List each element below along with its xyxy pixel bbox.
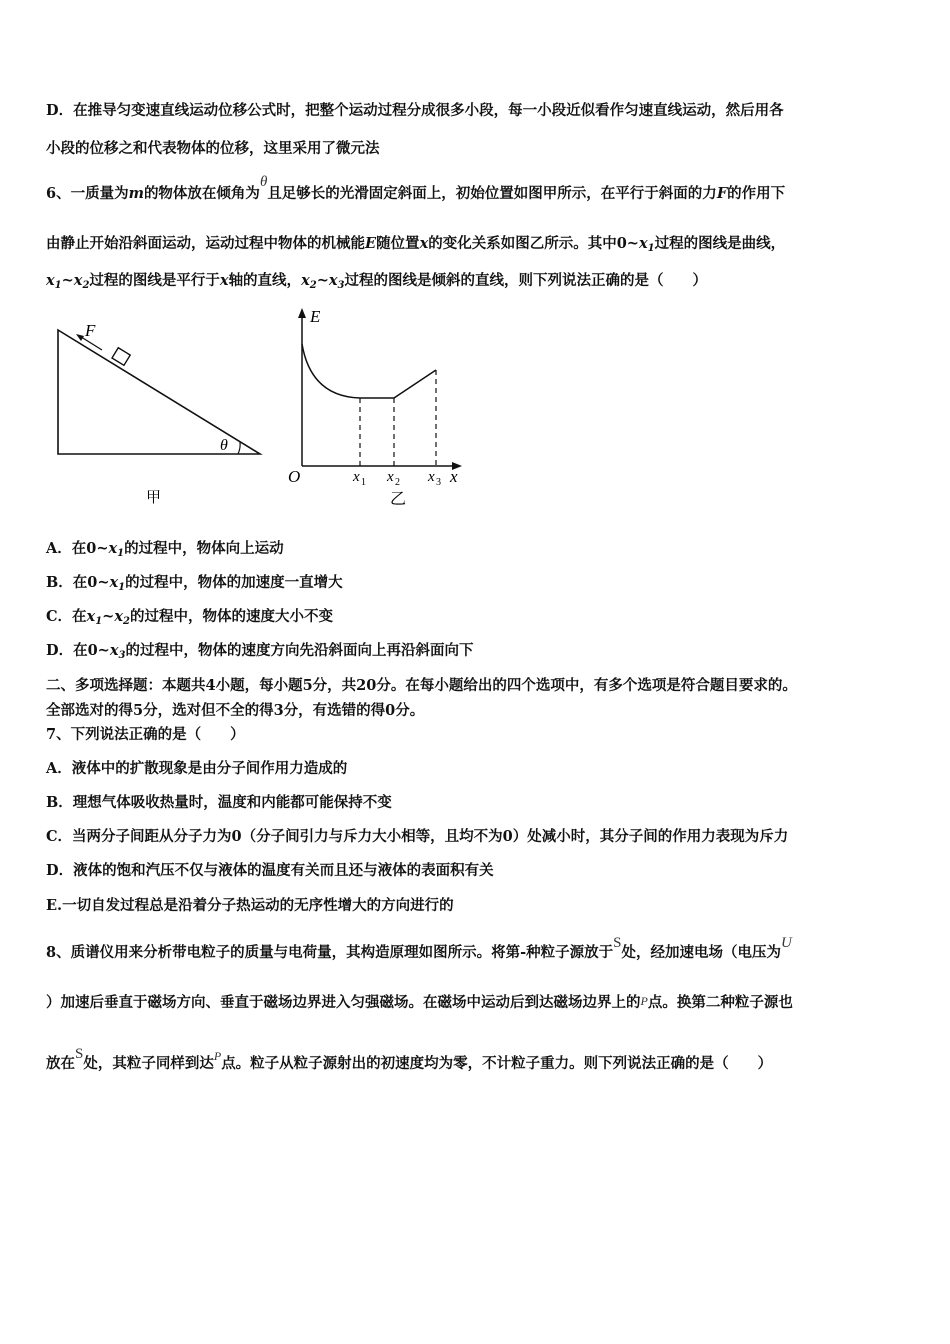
energy-curve — [302, 344, 436, 398]
q6-stem-line3 — [46, 271, 910, 296]
tilde: ~ — [102, 608, 115, 625]
subscript: 1 — [118, 582, 126, 593]
q5-option-d-line2: 小段的位移之和代表物体的位移，这里采用了微元法 — [46, 140, 380, 157]
q6-stem-line1 — [46, 174, 910, 204]
force-label: F — [85, 321, 96, 340]
q8-text: 处，其粒子同样到达 — [83, 1055, 214, 1072]
x1-subscript: 1 — [647, 243, 655, 254]
x1-subscript: 1 — [54, 280, 62, 291]
figure-incline — [50, 318, 280, 513]
x2-tick-sub: 2 — [395, 477, 400, 488]
q8-stem-line2 — [46, 993, 910, 1013]
q8-text: ）加速后垂直于磁场方向、垂直于磁场边界进入匀强磁场。在磁场中运动后到达磁场边界上的 — [46, 994, 641, 1011]
block — [112, 348, 130, 366]
x3-tick-sub: 3 — [436, 477, 441, 488]
y-axis-arrow — [298, 308, 306, 318]
q6-text: 的变化关系如图乙所示。其中0~ — [428, 235, 639, 252]
q7-option-b: B．理想气体吸收热量时，温度和内能都可能保持不变 — [46, 794, 392, 811]
subscript: 1 — [117, 548, 125, 559]
x1-symbol: x — [638, 235, 648, 252]
q7-option-a: A．液体中的扩散现象是由分子间作用力造成的 — [46, 760, 348, 777]
q6-option-a — [46, 539, 910, 564]
option-text: 的过程中，物体的加速度一直增大 — [125, 574, 343, 591]
option-text: 的过程中，物体的速度大小不变 — [129, 608, 333, 625]
q8-text: 处，经加速电场（电压为 — [621, 944, 781, 961]
x3-symbol: x — [328, 272, 338, 289]
section2-heading-line2: 全部选对的得5分，选对但不全的得3分，有选错的得0分。 — [46, 702, 425, 719]
option-text: A．在0~ — [46, 540, 109, 557]
x1-tick-sub: 1 — [361, 477, 366, 488]
x-symbol: x — [86, 608, 96, 625]
energy-symbol: E — [365, 235, 377, 252]
q6-text: 由静止开始沿斜面运动，运动过程中物体的机械能 — [46, 235, 365, 252]
mass-symbol: m — [128, 185, 144, 202]
angle-label: θ — [220, 437, 228, 454]
q7-option-c: C．当两分子间距从分子力为0（分子间引力与斥力大小相等，且均不为0）处减小时，其分子间的作用力表现为斥力 — [46, 828, 789, 845]
q8-text: 点。粒子从粒子源射出的初速度均为零，不计粒子重力。则下列说法正确的是（ ） — [221, 1055, 773, 1072]
y-axis-label: E — [310, 307, 321, 326]
x2-symbol: x — [301, 272, 310, 289]
x2-symbol: x — [73, 272, 83, 289]
figure-left-caption: 甲 — [146, 488, 162, 506]
force-arrow-head — [76, 334, 84, 341]
origin-label: O — [288, 467, 301, 486]
q5-option-d-line1: D．在推导匀变速直线运动位移公式时，把整个运动过程分成很多小段，每一小段近似看作匀速直线运动，然后用各 — [46, 102, 784, 119]
x-symbol: x — [419, 235, 429, 252]
subscript: 2 — [122, 616, 130, 627]
q6-text: 过程的图线是倾斜的直线，则下列说法正确的是（ ） — [344, 272, 707, 289]
x2-subscript: 2 — [82, 280, 90, 291]
q6-text: 轴的直线， — [228, 272, 302, 289]
q6-text: 随位置 — [376, 235, 420, 252]
option-text: 的过程中，物体的速度方向先沿斜面向上再沿斜面向下 — [125, 642, 474, 659]
q6-text: 且足够长的光滑固定斜面上，初始位置如图甲所示，在平行于斜面的力 — [267, 185, 717, 202]
point-symbol: P — [213, 1049, 222, 1063]
q7-option-d: D．液体的饱和汽压不仅与液体的温度有关而且还与液体的表面积有关 — [46, 862, 494, 879]
theta-symbol: θ — [259, 174, 268, 190]
source-symbol: S — [75, 1046, 84, 1062]
q8-text: 8、质谱仪用来分析带电粒子的质量与电荷量，其构造原理如图所示。将第-种粒子源放于 — [46, 944, 614, 961]
x3-subscript: 3 — [337, 280, 345, 291]
option-text: B．在0~ — [46, 574, 110, 591]
figure-energy-graph — [282, 304, 472, 509]
subscript: 3 — [118, 650, 126, 661]
q6-option-c — [46, 607, 910, 632]
q6-option-b — [46, 573, 910, 598]
q8-stem-line3 — [46, 1046, 910, 1074]
force-symbol: F — [716, 185, 728, 202]
x-symbol: x — [108, 540, 118, 557]
q7-stem: 7、下列说法正确的是（ ） — [46, 726, 245, 743]
x-axis-label: x — [450, 467, 458, 486]
q6-text: 的物体放在倾角为 — [143, 185, 260, 202]
voltage-symbol: U — [780, 935, 792, 951]
x-symbol: x — [109, 574, 119, 591]
x-symbol: x — [109, 642, 119, 659]
x-symbol: x — [114, 608, 123, 625]
q6-text: 6、一质量为 — [46, 185, 129, 202]
section2-heading-line1: 二、多项选择题：本题共4小题，每小题5分，共20分。在每小题给出的四个选项中，有多个选项是符合题目要求的。 — [46, 677, 797, 694]
tilde: ~ — [316, 272, 329, 289]
subscript: 1 — [95, 616, 103, 627]
option-text: 的过程中，物体向上运动 — [124, 540, 284, 557]
x1-tick-label: x — [353, 469, 360, 485]
q8-text: 点。换第二种粒子源也 — [647, 994, 793, 1011]
x2-subscript: 2 — [309, 280, 317, 291]
x3-tick-label: x — [428, 469, 435, 485]
tilde: ~ — [61, 272, 74, 289]
point-symbol: P — [640, 994, 648, 1008]
option-text: D．在0~ — [46, 642, 110, 659]
incline-triangle — [58, 330, 260, 454]
q6-text: 过程的图线是平行于 — [89, 272, 220, 289]
x-symbol: x — [219, 272, 229, 289]
option-text: C．在 — [46, 608, 87, 625]
q8-stem-line1 — [46, 935, 910, 963]
source-symbol: S — [613, 935, 622, 951]
angle-arc — [238, 442, 240, 454]
x1-symbol: x — [46, 272, 55, 289]
q6-text: 的作用下 — [727, 185, 786, 202]
figure-right-caption: 乙 — [390, 489, 407, 508]
q8-text: 放在 — [46, 1055, 75, 1072]
q6-text: 过程的图线是曲线， — [654, 235, 786, 252]
q7-option-e: E.一切自发过程总是沿着分子热运动的无序性增大的方向进行的 — [46, 897, 454, 914]
q6-option-d — [46, 641, 910, 666]
q6-stem-line2 — [46, 234, 910, 259]
x2-tick-label: x — [387, 469, 394, 485]
